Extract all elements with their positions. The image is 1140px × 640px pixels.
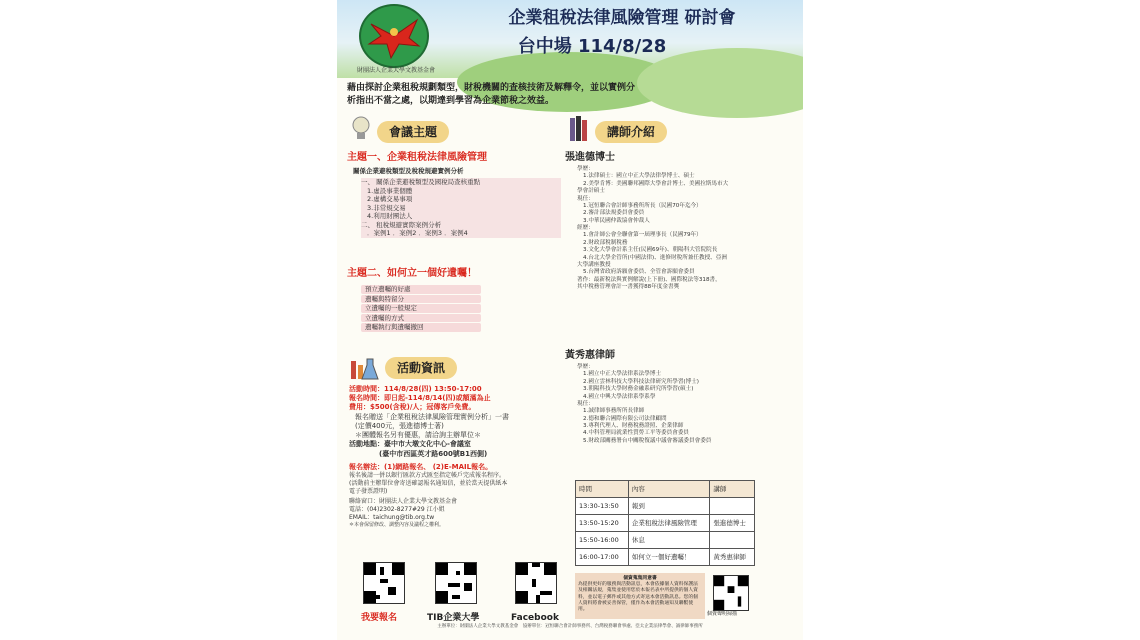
bio-line: 1.會計師公會全聯會第一屆理事長（民國79年） [583,232,702,239]
bio-line: 經歷： [577,225,594,231]
tib-qr-label: TIB企業大學 [427,613,480,623]
list-item: 一、 關係企業避稅類型及國稅局查核重點 [361,178,481,186]
event-heading: 活動資訊 [385,357,457,379]
table-row [576,549,755,566]
bio-line: 4.中科管理局就業性質勞工平等委員會委員 [583,430,690,437]
bio-line: 1.冠恒聯合會計師事務所所長（民國70年迄今） [583,202,702,209]
list-item: 2.虛構交易事項 [367,195,413,204]
bio-line: 4.國立中興大學法律系學系學 [583,393,656,400]
table-header-row [576,481,755,498]
fee-detail: ＊團體報名另有優惠，請洽詢主辦單位＊ [355,431,481,440]
page-subtitle: 台中場 114/8/28 [517,36,667,57]
poster-footer: 主辦單位：財團法人企業大學文教基金會 協辦單位：冠恒聯合會計師事務所、台灣稅務聯會事處、亞太企業法律學會、誠律師事務所 [437,624,703,629]
bio-line: 學歷： [577,364,594,370]
event-venue: 活動地點：臺中市大墩文化中心-會議室 [349,440,471,449]
table-row [576,532,755,549]
bio-line: 現任： [577,195,594,202]
theme1-list [361,178,561,238]
table-cell: 休息 [628,532,709,549]
speaker1-name: 張進德博士 [565,152,615,163]
column-header: 講師 [710,481,755,498]
lab-flask-icon [349,355,379,384]
bio-line: 3.專利代理人、財務稅務證照、企業律師 [583,423,684,429]
signup-method: 報名辦法：(1)網路報名、 (2)E-MAIL報名。 [349,462,493,471]
list-item: 二、 租稅規避實際案例分析 [361,220,442,229]
fee-detail: (定價400元，張進德博士著) [355,421,444,430]
list-item: ．案例1 ．案例2 ．案例3 ．案例4 [367,229,468,238]
tib-qr-code[interactable] [435,562,477,604]
org-name: 財團法人企業大學文教基金會 [356,67,435,74]
table-cell: 張進德博士 [710,515,755,532]
bio-line: 學歷： [577,166,594,172]
table-row [576,515,755,532]
table-row [576,498,755,515]
contact-email: EMAIL：taichung@tib.org.tw [349,513,435,521]
bio-line: 4.台北大學企管所(中國法律)、進修財稅所兼任教授、亞洲 [583,254,727,261]
table-cell: 13:50-15:20 [576,515,629,532]
list-item: 1.虛設事業個體 [367,186,413,195]
table-cell [710,498,755,515]
privacy-notice [575,573,705,619]
seminar-poster [337,0,803,640]
intro-text: 藉由探討企業租稅規劃類型，財稅機關的查核技術及解釋令，並以實例分析指出不當之處，以期達到學習為企業節稅之效益。 [347,83,636,107]
theme2-list [361,284,481,333]
eagle-logo [359,4,429,68]
column-header: 內容 [628,481,709,498]
bio-line: 2.國立雲林科技大學科技法律研究所學習(博士) [583,378,699,385]
signup-qr-code[interactable] [363,562,405,604]
privacy-qr-code[interactable] [713,575,749,611]
event-deadline: 報名時間：即日起-114/8/14(四)或額滿為止 [349,394,491,403]
list-item: 立遺囑的方式 [361,314,481,323]
speaker1-bio [577,166,797,291]
signup-detail: 電子發票證明) [349,487,388,495]
event-info [349,385,569,528]
table-cell: 企業租稅法律風險管理 [628,515,709,532]
list-item: 遺囑與特留分 [361,295,481,304]
bio-line: 3.文化大學會計系主任(民國69年)、朝陽科大管院院長 [583,247,718,254]
contact-line: 聯絡窗口：財團法人企業大學文教基金會 [349,497,458,505]
bio-line: 1.國立中正大學法律系法學博士 [583,371,662,378]
signup-qr-label: 我要報名 [361,613,398,623]
schedule-table [575,480,755,566]
privacy-qr-caption: 個資聲明掃描 [707,611,738,617]
venue-address: (臺中市西區英才路600號B1西側) [379,449,488,458]
bio-line: 3.中華民國仲裁協會仲裁人 [583,217,650,224]
signup-detail: (活動前主辦單位會寄送確認報名通知信，並於當天提供紙本 [349,480,508,488]
contact-note: ＊本會保留修改、調整內容及議程之權利。 [349,521,445,528]
list-item: 預立遺囑的好處 [361,285,481,294]
table-cell: 報到 [628,498,709,515]
table-cell: 如何立一個好遺囑！ [628,549,709,566]
facebook-qr-label: Facebook [511,613,559,623]
bio-line: 其中稅務管理會計一書獲得88年度金書獎 [577,284,680,290]
notice-title: 個資蒐集同意書 [623,576,657,581]
fee-detail: 報名贈送「企業租稅法律風險管理實例分析」一書 [355,412,509,421]
bio-line: 現任： [577,400,594,407]
list-item: 3.非常規交易 [367,203,406,212]
list-item: 遺囑執行與遺囑撤回 [361,323,481,332]
table-cell [710,532,755,549]
hill-decoration [637,48,803,118]
bio-line: 2.美學肯博：美國聯邦國際大學會計博士、美國拉斯馬市大 [583,180,729,187]
speaker2-name: 黃秀惠律師 [565,350,615,361]
bio-line: 2.德和聯合國際有限公司法律顧問 [583,415,667,422]
list-item: 4.利用財團法人 [367,212,413,221]
bio-line: 2.審計部法規委員會委員 [583,210,645,217]
column-header: 時間 [576,481,629,498]
bio-line: 5.財政部關務署台中關稅復議中議會審議委員會委員 [583,437,712,444]
books-icon [569,114,591,145]
table-cell: 16:00-17:00 [576,549,629,566]
bio-line: 著作：最新稅法與實例解說(上下冊)、國際稅法等318書， [577,276,721,283]
bio-line: 大學講座教授 [577,261,611,268]
topics-heading: 會議主題 [377,121,449,143]
bio-line: 1.法律碩士：國立中正大學法律學博士、碩士 [583,173,695,180]
signup-detail: 報名後請一併以銀行匯款方式匯至指定帳戶完成報名程序。 [349,472,506,480]
bio-line: 學會計碩士 [577,188,605,195]
notice-text: 為提供更好的服務與活動訊息，本會依據個人資料保護法及相關法規，蒐集並使用您於本報名表中所提供的個人資料，並以電子郵件或其他方式寄送本會活動訊息。您的個人資料將會被妥善保管，僅作為本會活動通知及聯繫使用。 [578,582,698,613]
lightbulb-icon [351,116,371,145]
contact-line: 電話：(04)2302-8277#29 江小姐 [349,505,445,513]
bio-line: 2.財政部稅制稅務 [583,239,628,246]
speaker2-bio [577,364,797,445]
bio-line: 5.台灣省政府訴願會委員、全管會訴願會委員 [583,269,695,276]
list-item: 立遺囑的一般規定 [361,304,481,313]
bio-line: 3.朝陽科技大學財務金融系研究所學習(碩士) [583,386,694,393]
event-time: 活動時間：114/8/28(四) 13:50-17:00 [349,385,482,393]
page-title: 企業租稅法律風險管理 研討會 [508,8,736,28]
speakers-heading: 講師介紹 [595,121,667,143]
event-fee: 費用：$500(含稅)/人；冠傳客戶免費。 [349,403,476,412]
theme2-title: 主題二、如何立一個好遺囑！ [347,268,477,279]
theme1-subtitle: 關係企業避稅類型及稅稅規避實例分析 [353,167,464,175]
theme1-title: 主題一、企業租稅法律風險管理 [347,152,487,163]
bio-line: 1.誠律師事務所所長律師 [583,408,645,415]
table-cell: 15:50-16:00 [576,532,629,549]
table-cell: 黃秀惠律師 [710,549,755,566]
table-cell: 13:30-13:50 [576,498,629,515]
facebook-qr-code[interactable] [515,562,557,604]
